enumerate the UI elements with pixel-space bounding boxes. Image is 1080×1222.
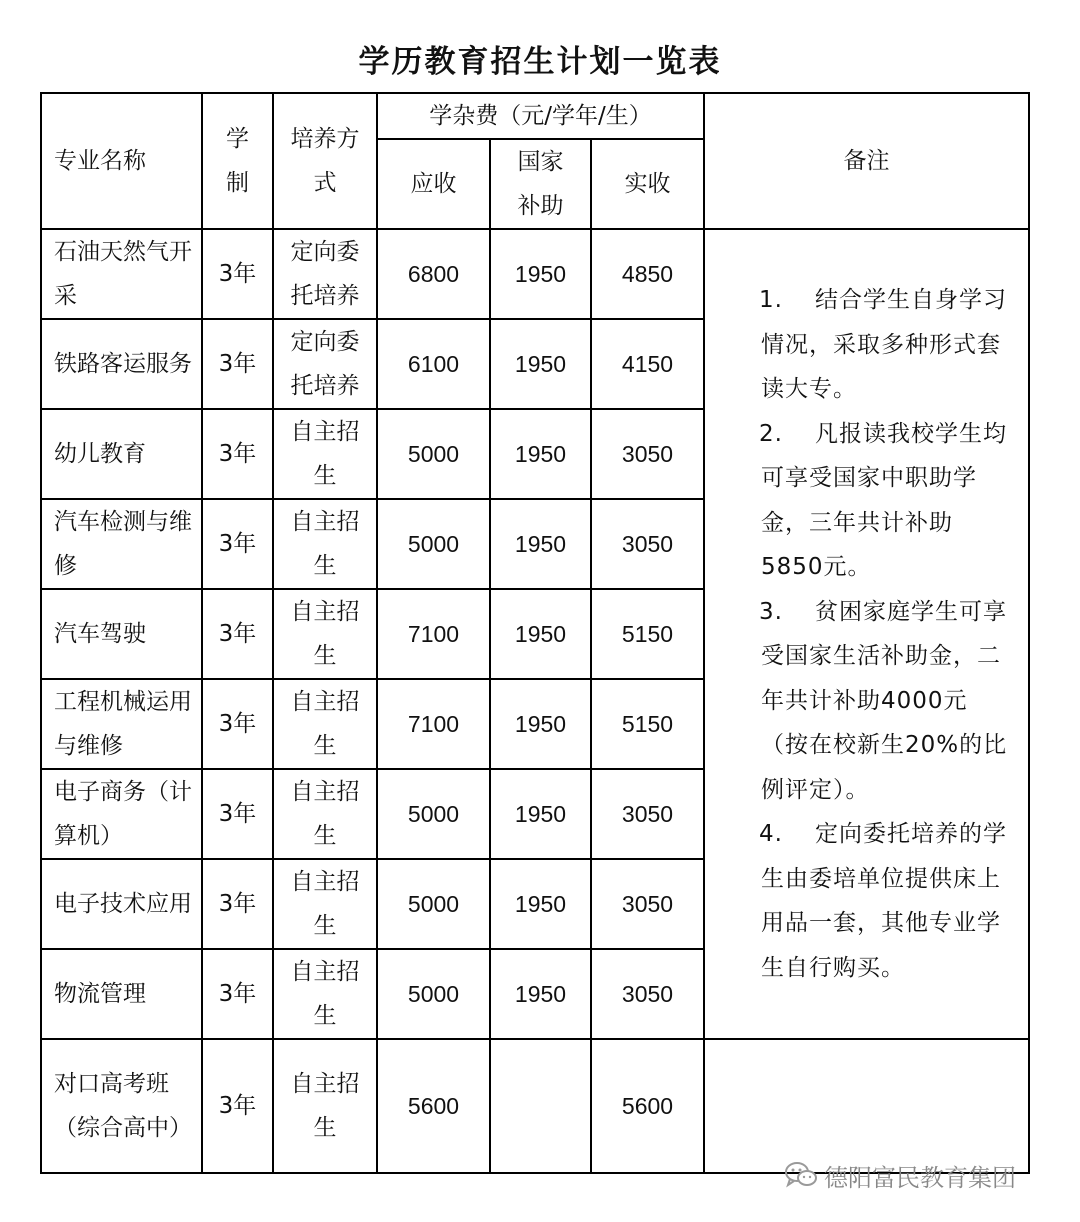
duration: 3年 bbox=[202, 859, 273, 949]
training-mode: 自主招生 bbox=[273, 679, 377, 769]
major-name: 铁路客运服务 bbox=[41, 319, 202, 409]
table-row bbox=[41, 229, 1029, 319]
enrollment-plan-table bbox=[40, 92, 1030, 1174]
major-name: 工程机械运用与维修 bbox=[41, 679, 202, 769]
fee-actual: 3050 bbox=[591, 769, 704, 859]
remarks-list bbox=[761, 278, 1014, 990]
training-mode: 自主招生 bbox=[273, 1039, 377, 1173]
fee-subsidy: 1950 bbox=[490, 409, 591, 499]
fee-actual: 5150 bbox=[591, 679, 704, 769]
major-name: 电子商务（计算机） bbox=[41, 769, 202, 859]
remark-text: 凡报读我校学生均可享受国家中职助学金，三年共计补助5850元。 bbox=[761, 420, 1008, 580]
duration: 3年 bbox=[202, 499, 273, 589]
training-mode: 自主招生 bbox=[273, 409, 377, 499]
remark-number: 2. bbox=[759, 420, 783, 447]
remark-text: 贫困家庭学生可享受国家生活补助金，二年共计补助4000元（按在校新生20%的比例评定）。 bbox=[761, 598, 1008, 803]
training-mode: 自主招生 bbox=[273, 589, 377, 679]
duration: 3年 bbox=[202, 589, 273, 679]
duration: 3年 bbox=[202, 769, 273, 859]
fee-actual: 4150 bbox=[591, 319, 704, 409]
header-subsidy: 国家补助 bbox=[490, 139, 591, 229]
fee-subsidy: 1950 bbox=[490, 769, 591, 859]
duration: 3年 bbox=[202, 319, 273, 409]
training-mode: 定向委托培养 bbox=[273, 319, 377, 409]
table-row bbox=[41, 1039, 1029, 1173]
fee-due: 5000 bbox=[377, 499, 490, 589]
fee-actual: 3050 bbox=[591, 499, 704, 589]
fee-actual: 5150 bbox=[591, 589, 704, 679]
duration: 3年 bbox=[202, 229, 273, 319]
fee-due: 6800 bbox=[377, 229, 490, 319]
header-actual: 实收 bbox=[591, 139, 704, 229]
wechat-icon bbox=[784, 1160, 818, 1190]
duration: 3年 bbox=[202, 679, 273, 769]
header-row-1 bbox=[41, 93, 1029, 139]
remarks-cell bbox=[704, 229, 1029, 1039]
fee-due: 7100 bbox=[377, 589, 490, 679]
fee-actual: 3050 bbox=[591, 859, 704, 949]
fee-due: 6100 bbox=[377, 319, 490, 409]
fee-subsidy: 1950 bbox=[490, 499, 591, 589]
duration: 3年 bbox=[202, 1039, 273, 1173]
fee-due: 5600 bbox=[377, 1039, 490, 1173]
fee-subsidy bbox=[490, 1039, 591, 1173]
major-name: 汽车检测与维修 bbox=[41, 499, 202, 589]
remark-text: 定向委托培养的学生由委培单位提供床上用品一套，其他专业学生自行购买。 bbox=[761, 821, 1008, 981]
fee-subsidy: 1950 bbox=[490, 949, 591, 1039]
duration: 3年 bbox=[202, 949, 273, 1039]
watermark-text: 德阳富民教育集团 bbox=[824, 1163, 1016, 1192]
fee-actual: 5600 bbox=[591, 1039, 704, 1173]
remarks-empty-cell bbox=[704, 1039, 1029, 1173]
header-mode: 培养方式 bbox=[273, 93, 377, 229]
fee-subsidy: 1950 bbox=[490, 319, 591, 409]
header-fee-group: 学杂费（元/学年/生） bbox=[377, 93, 704, 139]
fee-subsidy: 1950 bbox=[490, 679, 591, 769]
remark-number: 3. bbox=[759, 598, 783, 625]
watermark bbox=[784, 1158, 1016, 1192]
remark-item bbox=[761, 278, 1014, 412]
training-mode: 定向委托培养 bbox=[273, 229, 377, 319]
major-name: 汽车驾驶 bbox=[41, 589, 202, 679]
fee-due: 5000 bbox=[377, 769, 490, 859]
training-mode: 自主招生 bbox=[273, 949, 377, 1039]
fee-subsidy: 1950 bbox=[490, 229, 591, 319]
training-mode: 自主招生 bbox=[273, 859, 377, 949]
training-mode: 自主招生 bbox=[273, 499, 377, 589]
fee-actual: 4850 bbox=[591, 229, 704, 319]
major-name: 物流管理 bbox=[41, 949, 202, 1039]
training-mode: 自主招生 bbox=[273, 769, 377, 859]
major-name: 幼儿教育 bbox=[41, 409, 202, 499]
remark-text: 结合学生自身学习情况，采取多种形式套读大专。 bbox=[761, 287, 1008, 402]
fee-due: 5000 bbox=[377, 859, 490, 949]
header-duration: 学制 bbox=[202, 93, 273, 229]
remark-item bbox=[761, 412, 1014, 590]
fee-due: 5000 bbox=[377, 409, 490, 499]
fee-due: 7100 bbox=[377, 679, 490, 769]
major-name: 对口高考班（综合高中） bbox=[41, 1039, 202, 1173]
fee-subsidy: 1950 bbox=[490, 589, 591, 679]
remark-number: 1. bbox=[759, 287, 783, 313]
major-name: 电子技术应用 bbox=[41, 859, 202, 949]
fee-due: 5000 bbox=[377, 949, 490, 1039]
page-title: 学历教育招生计划一览表 bbox=[358, 44, 722, 80]
header-major: 专业名称 bbox=[41, 93, 202, 229]
fee-actual: 3050 bbox=[591, 409, 704, 499]
fee-subsidy: 1950 bbox=[490, 859, 591, 949]
major-name: 石油天然气开采 bbox=[41, 229, 202, 319]
remark-item bbox=[761, 590, 1014, 813]
duration: 3年 bbox=[202, 409, 273, 499]
remark-number: 4. bbox=[759, 821, 783, 847]
remark-item bbox=[761, 812, 1014, 990]
fee-actual: 3050 bbox=[591, 949, 704, 1039]
header-due: 应收 bbox=[377, 139, 490, 229]
header-remarks: 备注 bbox=[704, 93, 1029, 229]
